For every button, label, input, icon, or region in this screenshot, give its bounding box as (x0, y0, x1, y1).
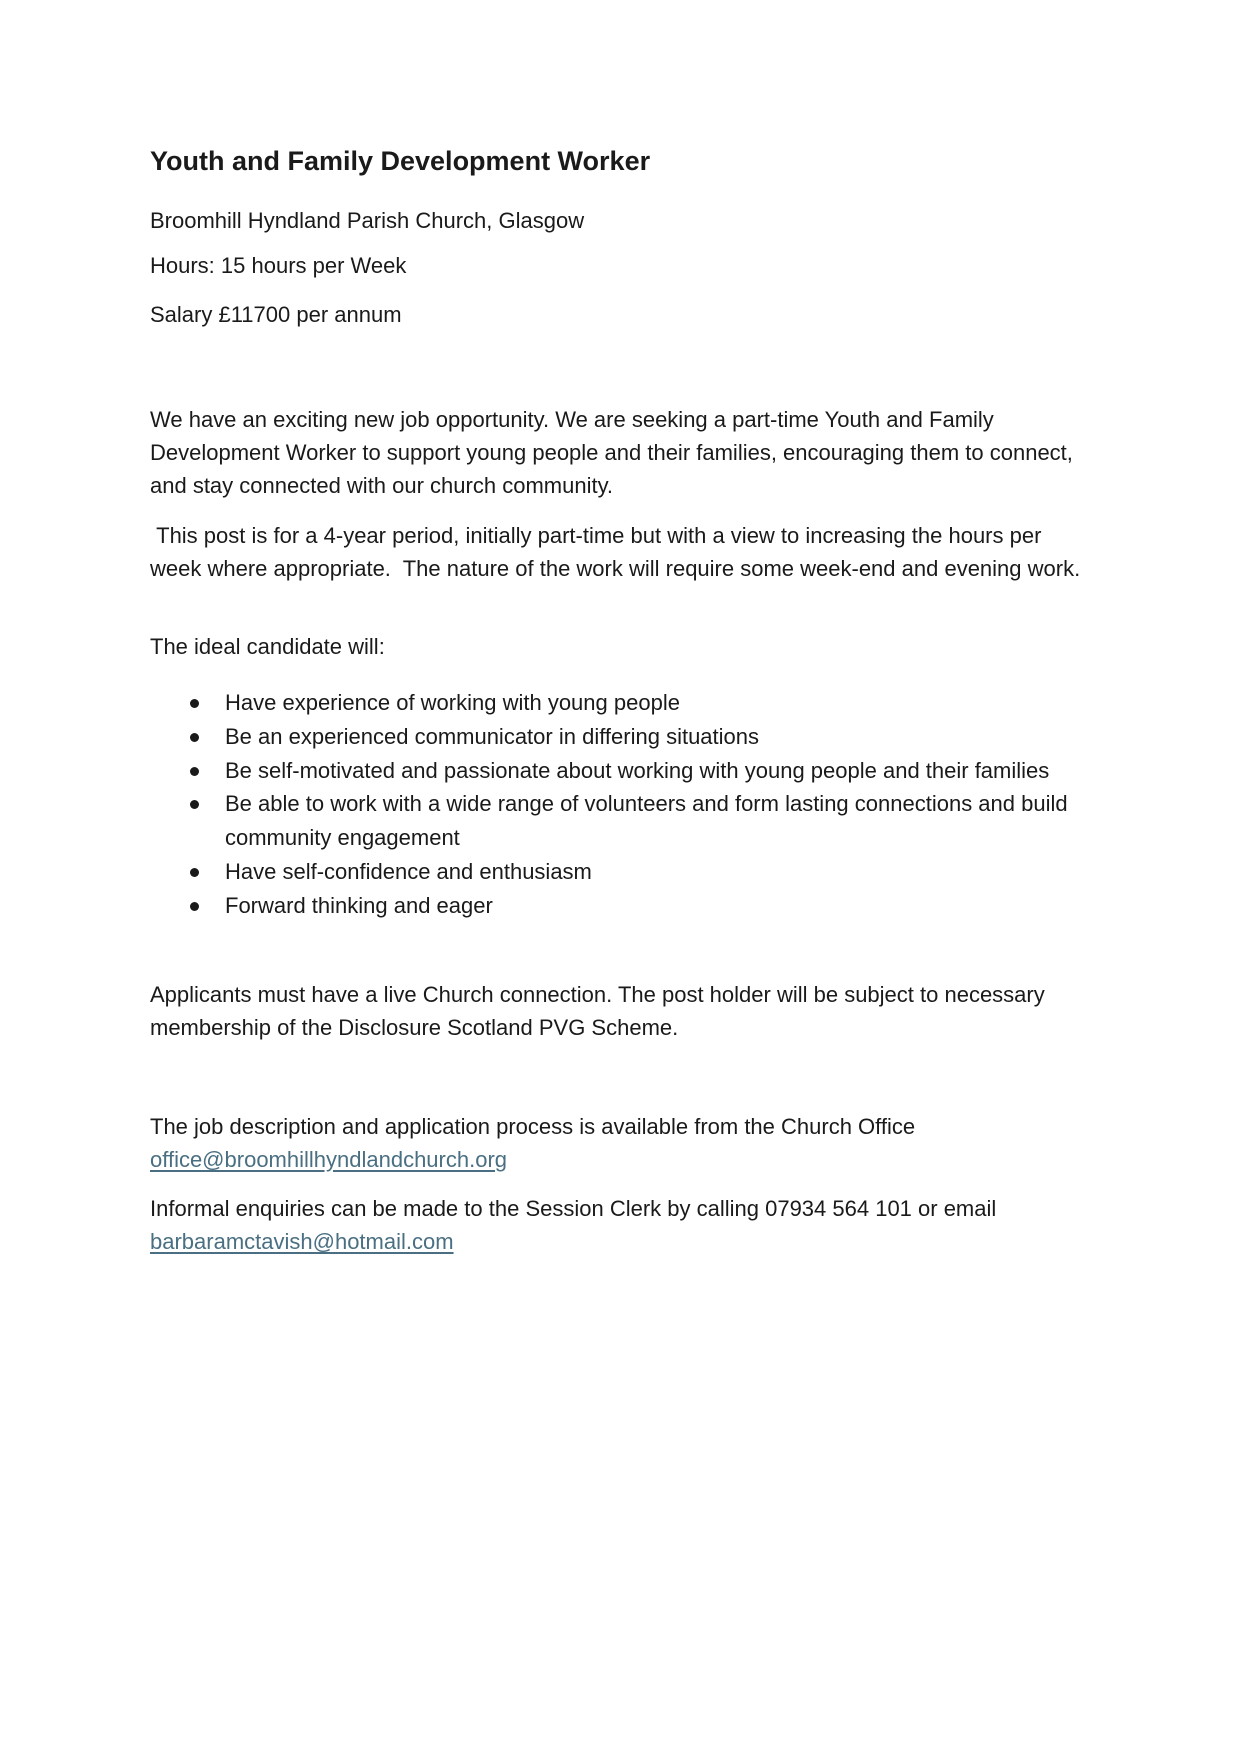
list-item (150, 855, 1095, 889)
office-email-link[interactable]: office@broomhillhyndlandchurch.org (150, 1147, 508, 1172)
job-description-paragraph (150, 1110, 1095, 1176)
bullet-icon (190, 868, 199, 877)
bullet-icon (190, 800, 199, 809)
candidate-requirements-list (150, 686, 1095, 923)
list-item (150, 889, 1095, 923)
church-location: Broomhill Hyndland Parish Church, Glasgow (150, 208, 585, 233)
applicants-paragraph: Applicants must have a live Church connection. The post holder will be subject to necessary membership of the Disclosure Scotland PVG Scheme. (150, 982, 1045, 1040)
document-page (150, 0, 1100, 1754)
intro-paragraph: We have an exciting new job opportunity. We are seeking a part-time Youth and Family Development Worker to support young people and their families, encouraging them to connect, and stay connected with our church community. (150, 407, 1073, 498)
list-item-text: Have experience of working with young people (225, 690, 680, 715)
list-item-text: Have self-confidence and enthusiasm (225, 858, 592, 884)
list-item (150, 686, 1095, 720)
job-description-text: The job description and application process is available from the Church Office (150, 1114, 916, 1139)
bullet-icon (190, 767, 199, 776)
list-item (150, 754, 1095, 788)
bullet-icon (190, 733, 199, 742)
list-item-text: Be able to work with a wide range of volunteers and form lasting connections and build community engagement (225, 791, 1068, 851)
period-paragraph: This post is for a 4-year period, initially part-time but with a view to increasing the hours per week where appropriate. The nature of the work will require some week-end and evening work. (150, 523, 1081, 581)
bullet-icon (190, 699, 199, 708)
job-title: Youth and Family Development Worker (150, 146, 651, 176)
list-item-text: Be self-motivated and passionate about working with young people and their families (225, 757, 1050, 783)
enquiries-paragraph (150, 1192, 1095, 1258)
list-item-text: Forward thinking and eager (225, 892, 493, 918)
enquiries-text: Informal enquiries can be made to the Session Clerk by calling 07934 564 101 or email (150, 1196, 997, 1221)
list-item-text: Be an experienced communicator in differing situations (225, 723, 760, 749)
clerk-email-link[interactable]: barbaramctavish@hotmail.com (150, 1229, 454, 1254)
bullet-icon (190, 902, 199, 911)
hours-line: Hours: 15 hours per Week (150, 253, 407, 278)
salary-line: Salary £11700 per annum (150, 302, 402, 327)
list-item (150, 720, 1095, 754)
list-item (150, 787, 1095, 855)
ideal-candidate-lead: The ideal candidate will: (150, 634, 385, 659)
